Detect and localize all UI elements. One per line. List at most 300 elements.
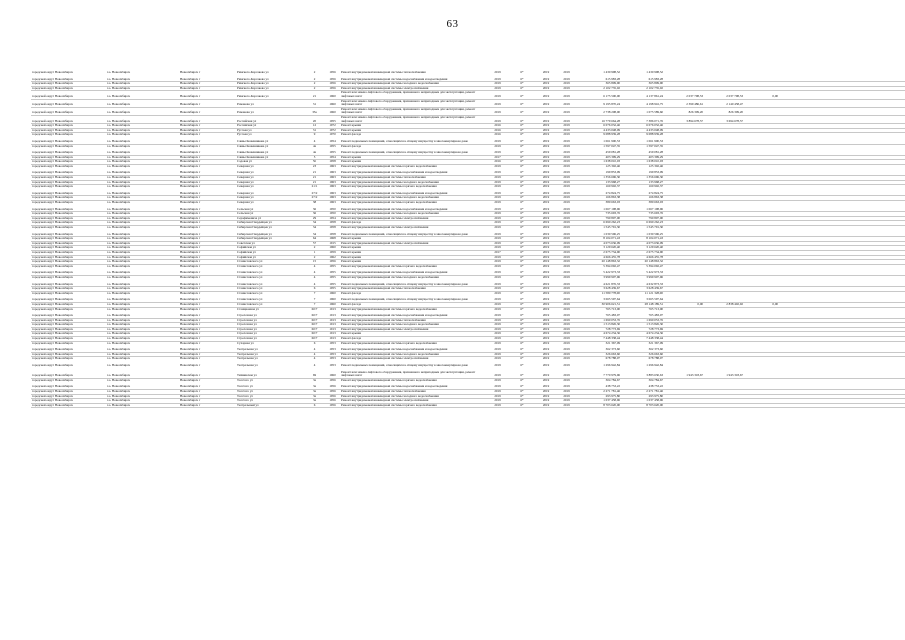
street-cell: Толстого ул xyxy=(236,390,304,395)
fund-cost-cell: 1 690 053,76 xyxy=(621,318,664,323)
municipality-cell: городской округ Новосибирск xyxy=(31,107,106,115)
local-cost-cell: 826 309,20 xyxy=(704,107,744,115)
house-number-cell: 4а xyxy=(312,144,316,148)
street-cell: Стрелочная ул xyxy=(236,314,304,318)
locality-cell: Новосибирск г xyxy=(180,341,201,345)
end-year-cell: 2019 xyxy=(555,82,578,87)
code-cell: 6* xyxy=(507,82,537,87)
start-year-cell: 2019 xyxy=(537,107,555,115)
house-number-cell: 38 xyxy=(312,200,317,205)
code-cell: 6* xyxy=(507,221,537,226)
start-year-cell: 2019 xyxy=(537,332,555,337)
work-type-cell: Ремонт внутридомовой инженерной системы горячего водоснабжения xyxy=(340,403,488,408)
build-year-cell: 1913 xyxy=(325,323,340,328)
work-type-cell: Ремонт внутридомовой инженерной системы электроснабжения xyxy=(340,327,488,332)
street-cell: Серафимовича ул xyxy=(236,216,304,221)
fund-cost-cell: 678 788,07 xyxy=(648,356,663,361)
work-type-cell: Ремонт внутридомовой инженерной системы электроснабжения xyxy=(340,241,488,246)
street-cell: Северная ул xyxy=(236,171,304,175)
work-type-cell: Ремонт крыши xyxy=(340,246,488,251)
work-type-cell: Ремонт внутридомовой инженерной системы холодного водоснабжения xyxy=(340,196,488,201)
build-year-cell: 1913 xyxy=(325,332,340,337)
municipality-cell: городской округ Новосибирск xyxy=(31,327,106,332)
locality-cell: Новосибирск г xyxy=(179,107,236,115)
end-year-cell: 2019 xyxy=(555,287,578,292)
build-year-cell: 1956 xyxy=(325,78,340,82)
house-number-cell: 2 xyxy=(304,78,325,82)
work-type-cell: Ремонт подвальных помещений, относящихся к общему имуществу в многоквартирном доме xyxy=(340,140,488,144)
municipality-cell: городской округ Новосибирск xyxy=(31,196,106,201)
house-number-cell: 5б xyxy=(304,160,325,165)
build-year-cell: 1956 xyxy=(325,260,340,265)
total-cost-cell: 326 663,60 xyxy=(578,352,621,357)
fund-cost-cell: 9 088 939,28 xyxy=(646,132,663,137)
fund-cost-cell: 1 061 900,53 xyxy=(621,140,664,144)
total-cost-cell: 199 853,09 xyxy=(578,171,621,175)
plan-year-cell: 2016 xyxy=(488,124,507,129)
build-year-cell: 1960 xyxy=(325,99,340,107)
house-number-cell: 34 xyxy=(304,221,325,226)
city-district-cell: г.о. Новосибирск xyxy=(107,200,130,205)
work-type-cell: Ремонт внутридомовой инженерной системы теплоснабжения xyxy=(340,176,488,181)
end-year-cell: 2019 xyxy=(555,160,578,165)
table-row xyxy=(31,115,905,123)
work-type-cell: Ремонт внутридомовой инженерной системы холодного водоснабжения xyxy=(340,212,488,217)
plan-year-cell: 2019 xyxy=(488,271,507,275)
city-district-cell: г.о. Новосибирск xyxy=(106,348,179,352)
locality-cell: Новосибирск г xyxy=(179,250,236,255)
total-cost-cell: 9 088 939,28 xyxy=(603,132,620,137)
total-cost-cell: 365 809,90 xyxy=(578,82,621,87)
municipality-cell: городской округ Новосибирск xyxy=(31,128,106,133)
street-cell: Романова ул xyxy=(236,107,304,115)
fund-cost-cell: 160 902,37 xyxy=(648,184,663,189)
work-type-cell: Ремонт внутридомовой инженерной системы холодного водоснабжения xyxy=(340,323,488,328)
municipality-cell: городской округ Новосибирск xyxy=(32,71,73,74)
work-type-cell: Ремонт внутридомовой инженерной системы холодного водоснабжения xyxy=(340,82,488,87)
local-cost-cell: 1 943 318,67 xyxy=(704,371,744,379)
municipality-cell: городской округ Новосибирск xyxy=(32,275,73,279)
fund-cost-cell: 790 807,00 xyxy=(621,216,664,221)
start-year-cell: 2019 xyxy=(537,151,555,155)
work-type-cell: Ремонт подвальных помещений, относящихся к общему имуществу в многоквартирном доме xyxy=(340,151,488,155)
street-cell: Станиславского ул xyxy=(236,283,304,287)
start-year-cell: 2019 xyxy=(542,356,550,361)
locality-cell: Новосибирск г xyxy=(180,275,201,279)
city-district-cell: г.о. Новосибирск xyxy=(106,86,179,91)
owner-cost-cell: 0,00 xyxy=(744,302,779,307)
house-number-cell: 27/2 xyxy=(304,192,325,196)
fund-cost-cell: 765 713,00 xyxy=(648,307,663,311)
municipality-cell: городской округ Новосибирск xyxy=(31,176,106,181)
fund-cost-cell: 3 628 439,67 xyxy=(621,287,664,292)
end-year-cell: 2019 xyxy=(555,352,578,357)
build-year-cell: 1954 xyxy=(325,140,340,144)
build-year-cell: 1960 xyxy=(325,298,340,302)
street-cell: Саввы Кожевникова ул xyxy=(236,155,304,160)
locality-cell: Новосибирск г xyxy=(179,82,236,87)
start-year-cell: 2019 xyxy=(537,180,555,185)
city-district-cell: г.о. Новосибирск xyxy=(106,302,179,307)
build-year-cell: 1972 xyxy=(325,128,340,133)
house-number-cell: 3а xyxy=(304,385,325,389)
fund-cost-cell: 8 703 620,00 xyxy=(621,403,664,408)
build-year-cell: 1953 xyxy=(329,356,336,361)
plan-year-cell: 2019 xyxy=(488,255,507,260)
locality-cell: Новосибирск г xyxy=(179,196,236,201)
build-year-cell: 1956 xyxy=(325,403,340,408)
build-year-cell: 1960 xyxy=(325,371,340,379)
house-number-cell: 6 xyxy=(304,403,325,408)
fund-cost-cell: 7 386 071,76 xyxy=(621,115,664,123)
city-district-cell: г.о. Новосибирск xyxy=(107,71,130,74)
work-type-cell: Ремонт внутридомовой инженерной системы теплоснабжения xyxy=(340,287,488,292)
work-type-cell: Ремонт внутридомовой инженерной системы водоснабжения и водоотведения xyxy=(340,171,488,175)
total-cost-cell: 4 621 876,33 xyxy=(578,283,621,287)
start-year-cell: 2019 xyxy=(537,403,555,408)
start-year-cell: 2019 xyxy=(542,200,550,205)
locality-cell: Новосибирск г xyxy=(179,78,236,82)
plan-year-cell: 2019 xyxy=(488,241,507,246)
total-cost-cell: 20 148 863,32 xyxy=(578,260,621,265)
build-year-cell: 1959 xyxy=(325,250,340,255)
start-year-cell: 2019 xyxy=(542,264,550,268)
street-cell: Российская ул xyxy=(236,115,304,123)
work-type-cell: Ремонт внутридомовой инженерной системы горячего водоснабжения xyxy=(341,341,437,345)
house-number-cell: 2 xyxy=(304,86,325,91)
end-year-cell: 2019 xyxy=(555,271,578,275)
work-type-cell: Ремонт подвальных помещений, относящихся к общему имуществу в многоквартирном доме xyxy=(340,233,488,237)
build-year-cell: 1956 xyxy=(325,390,340,395)
house-number-cell: 21 xyxy=(304,176,325,181)
code-cell: 6* xyxy=(507,323,537,328)
work-type-cell: Ремонт внутридомовой инженерной системы холодного водоснабжения xyxy=(340,180,488,185)
street-cell: Софийская ул xyxy=(236,246,304,251)
city-district-cell: г.о. Новосибирск xyxy=(106,212,179,217)
municipality-cell: городской округ Новосибирск xyxy=(31,302,106,307)
end-year-cell: 2019 xyxy=(555,86,578,91)
code-cell: 6* xyxy=(507,124,537,129)
house-number-cell: 31 xyxy=(304,128,325,133)
code-cell: 6* xyxy=(507,283,537,287)
plan-year-cell: 2019 xyxy=(488,337,507,342)
total-cost-cell: 8 703 620,00 xyxy=(578,403,621,408)
code-cell: 6* xyxy=(507,107,537,115)
house-number-cell: 60/7 xyxy=(304,327,325,332)
code-cell: 6* xyxy=(507,216,537,221)
municipality-cell: городской округ Новосибирск xyxy=(32,341,73,345)
plan-year-cell: 2019 xyxy=(488,216,507,221)
page-number: 63 xyxy=(446,18,459,30)
build-year-cell: 1968 xyxy=(325,237,340,242)
build-year-cell: 1963 xyxy=(325,171,340,175)
plan-year-cell: 2017 xyxy=(488,250,507,255)
locality-cell: Новосибирск г xyxy=(179,246,236,251)
fund-cost-cell: 3 065 597,64 xyxy=(621,298,664,302)
work-type-cell: Ремонт внутридомовой инженерной системы горячего водоснабжения xyxy=(341,184,437,189)
house-number-cell: 31 xyxy=(304,99,325,107)
work-type-cell: Ремонт внутридомовой инженерной системы горячего водоснабжения xyxy=(341,264,437,268)
street-cell: Сибирская Гвардейцев ул xyxy=(236,237,304,242)
plan-year-cell: 2019 xyxy=(488,283,507,287)
code-cell: 6* xyxy=(507,318,537,323)
code-cell: 6* xyxy=(507,128,537,133)
plan-year-cell: 2019 xyxy=(494,71,501,74)
fund-cost-cell: 1 513 826,30 xyxy=(621,323,664,328)
locality-cell: Новосибирск г xyxy=(179,318,236,323)
city-district-cell: г.о. Новосибирск xyxy=(106,180,179,185)
code-cell: 6* xyxy=(520,264,524,268)
total-cost-cell: 1 513 826,30 xyxy=(578,323,621,328)
end-year-cell: 2019 xyxy=(555,128,578,133)
build-year-cell: 1955 xyxy=(325,151,340,155)
work-type-cell: Ремонт фасада xyxy=(341,144,362,148)
total-cost-cell: 1 597 047,35 xyxy=(603,144,620,148)
municipality-cell: городской округ Новосибирск xyxy=(31,233,106,237)
street-cell: Русская ул xyxy=(237,132,252,137)
municipality-cell: городской округ Новосибирск xyxy=(32,291,73,295)
plan-year-cell: 2019 xyxy=(488,352,507,357)
locality-cell: Новосибирск г xyxy=(179,260,236,265)
street-cell: Римского-Корсакова ул xyxy=(236,82,304,87)
end-year-cell: 2019 xyxy=(555,255,578,260)
end-year-cell: 2019 xyxy=(555,140,578,144)
municipality-cell: городской округ Новосибирск xyxy=(32,144,73,148)
city-district-cell: г.о. Новосибирск xyxy=(106,241,179,246)
municipality-cell: городской округ Новосибирск xyxy=(31,208,106,212)
build-year-cell: 1955 xyxy=(329,264,336,268)
budget-cost-cell xyxy=(664,403,704,408)
house-number-cell: 4 xyxy=(313,264,316,268)
city-district-cell: г.о. Новосибирск xyxy=(107,225,130,229)
fund-cost-cell: 4 674 234,36 xyxy=(621,332,664,337)
end-year-cell: 2019 xyxy=(555,237,578,242)
street-cell: Станиславского ул xyxy=(236,302,304,307)
start-year-cell: 2019 xyxy=(542,341,550,345)
street-cell: Софийская ул xyxy=(236,250,304,255)
locality-cell: Новосибирск г xyxy=(179,237,236,242)
start-year-cell: 2019 xyxy=(537,348,555,352)
end-year-cell: 2019 xyxy=(555,155,578,160)
city-district-cell: г.о. Новосибирск xyxy=(106,385,179,389)
locality-cell: Новосибирск г xyxy=(179,212,236,217)
work-type-cell: Ремонт внутридомовой инженерной системы электроснабжения xyxy=(341,356,429,361)
end-year-cell: 2019 xyxy=(563,132,570,137)
build-year-cell: 1955 xyxy=(325,287,340,292)
street-cell: Станиславского ул xyxy=(237,291,263,295)
locality-cell: Новосибирск г xyxy=(179,337,236,342)
locality-cell: Новосибирск г xyxy=(180,364,201,368)
city-district-cell: г.о. Новосибирск xyxy=(106,250,179,255)
locality-cell: Новосибирск г xyxy=(179,348,236,352)
start-year-cell: 2019 xyxy=(537,124,555,129)
city-district-cell: г.о. Новосибирск xyxy=(106,318,179,323)
start-year-cell: 2019 xyxy=(537,160,555,165)
build-year-cell: 1963 xyxy=(329,200,336,205)
plan-year-cell: 2019 xyxy=(488,221,507,226)
start-year-cell: 2019 xyxy=(542,132,550,137)
total-cost-cell: 274 824,75 xyxy=(578,192,621,196)
end-year-cell: 2019 xyxy=(555,260,578,265)
city-district-cell: г.о. Новосибирск xyxy=(106,314,179,318)
house-number-cell: 7 xyxy=(304,302,325,307)
house-number-cell: 21/1 xyxy=(311,184,318,189)
total-cost-cell: 125 302,46 xyxy=(605,164,620,168)
fund-cost-cell: 6 690 262,23 xyxy=(621,221,664,226)
street-cell: Театральная ул xyxy=(237,364,258,368)
house-number-cell: 34 xyxy=(304,233,325,237)
work-type-cell: Ремонт крыши xyxy=(340,160,488,165)
fund-cost-cell: 6 076 032,46 xyxy=(621,124,664,129)
start-year-cell: 2019 xyxy=(542,164,550,168)
start-year-cell: 2019 xyxy=(537,327,555,332)
house-number-cell: 23 xyxy=(312,164,317,168)
house-number-cell: 9 xyxy=(313,132,316,137)
street-cell: Римского-Корсакова ул xyxy=(236,86,304,91)
city-district-cell: г.о. Новосибирск xyxy=(106,128,179,133)
build-year-cell: 1958 xyxy=(325,160,340,165)
municipality-cell: городской округ Новосибирск xyxy=(31,271,106,275)
street-cell: Сибирская Гвардейцев ул xyxy=(236,221,304,226)
fund-cost-cell: 365 809,90 xyxy=(621,82,664,87)
code-cell: 6* xyxy=(507,91,537,99)
fund-cost-cell: 326 663,60 xyxy=(621,352,664,357)
house-number-cell: 4 xyxy=(304,271,325,275)
work-type-cell: Ремонт внутридомовой инженерной системы горячего водоснабжения xyxy=(341,307,437,311)
municipality-cell: городской округ Новосибирск xyxy=(32,132,73,137)
house-number-cell: 4 xyxy=(304,352,325,357)
plan-year-cell: 2019 xyxy=(488,78,507,82)
fund-cost-cell: 133 968,27 xyxy=(621,180,664,185)
total-cost-cell: 728 773,69 xyxy=(578,327,621,332)
code-cell: 6* xyxy=(507,385,537,389)
total-cost-cell: 380 663,03 xyxy=(605,200,620,205)
total-cost-cell: 735 693,76 xyxy=(578,212,621,217)
register-body xyxy=(31,71,905,408)
house-number-cell: 36 xyxy=(304,212,325,217)
fund-cost-cell: 7 448 338,44 xyxy=(621,337,664,342)
municipality-cell: городской округ Новосибирск xyxy=(31,314,106,318)
fund-cost-cell: 459 081,28 xyxy=(621,151,664,155)
code-cell: 6* xyxy=(507,155,537,160)
total-cost-cell: 1 638 010,03 xyxy=(578,160,621,165)
work-type-cell: Ремонт или замена лифтового оборудования, признанного непригодным для эксплуатации, ремонт лифтовых шахт xyxy=(340,107,488,115)
municipality-cell: городской округ Новосибирск xyxy=(31,385,106,389)
municipality-cell: городской округ Новосибирск xyxy=(31,348,106,352)
municipality-cell: городской округ Новосибирск xyxy=(31,394,106,399)
locality-cell: Новосибирск г xyxy=(179,390,236,395)
total-cost-cell: 2 675 734,90 xyxy=(578,250,621,255)
build-year-cell: 1960 xyxy=(325,107,340,115)
plan-year-cell: 2019 xyxy=(488,91,507,99)
municipality-cell: городской округ Новосибирск xyxy=(31,115,106,123)
work-type-cell: Ремонт внутридомовой инженерной системы электроснабжения xyxy=(340,399,488,404)
total-cost-cell: 3 628 439,67 xyxy=(578,287,621,292)
fund-cost-cell: 3 883 630,63 xyxy=(621,371,664,379)
end-year-cell: 2019 xyxy=(555,246,578,251)
street-cell: Станиславского ул xyxy=(237,264,263,268)
end-year-cell: 2019 xyxy=(555,298,578,302)
street-cell: Театральный ул xyxy=(236,403,304,408)
code-cell: 6* xyxy=(520,225,524,229)
house-number-cell: 2 xyxy=(313,71,316,74)
start-year-cell: 2019 xyxy=(537,352,555,357)
owner-cost-cell xyxy=(744,403,779,408)
city-district-cell: г.о. Новосибирск xyxy=(106,287,179,292)
city-district-cell: г.о. Новосибирск xyxy=(106,237,179,242)
start-year-cell: 2019 xyxy=(537,221,555,226)
locality-cell: Новосибирск г xyxy=(179,208,236,212)
total-cost-cell: 160 902,37 xyxy=(605,184,620,189)
house-number-cell: 27/2 xyxy=(304,196,325,201)
start-year-cell: 2019 xyxy=(542,71,550,74)
municipality-cell: городской округ Новосибирск xyxy=(31,241,106,246)
plan-year-cell: 2017 xyxy=(488,155,507,160)
code-cell: 6* xyxy=(507,151,537,155)
plan-year-cell: 2019 xyxy=(488,196,507,201)
house-number-cell: 69 xyxy=(304,371,325,379)
start-year-cell: 2019 xyxy=(537,192,555,196)
fund-cost-cell: 1 638 010,03 xyxy=(621,160,664,165)
house-number-cell: 21 xyxy=(304,91,325,99)
start-year-cell: 2019 xyxy=(537,260,555,265)
total-cost-cell: 1 067 198,96 xyxy=(578,208,621,212)
build-year-cell: 1955 xyxy=(329,275,336,279)
city-district-cell: г.о. Новосибирск xyxy=(107,378,130,382)
total-cost-cell: 5 422 973,33 xyxy=(578,271,621,275)
code-cell: 6* xyxy=(507,399,537,404)
total-cost-cell: 765 713,00 xyxy=(605,307,620,311)
build-year-cell: 1960 xyxy=(325,302,340,307)
plan-year-cell: 2019 xyxy=(488,385,507,389)
plan-year-cell: 2019 xyxy=(488,348,507,352)
budget-cost-cell: 826 309,20 xyxy=(664,107,704,115)
street-cell: Толстого ул xyxy=(236,394,304,399)
fund-cost-cell: 728 773,69 xyxy=(621,327,664,332)
locality-cell: Новосибирск г xyxy=(179,287,236,292)
end-year-cell: 2019 xyxy=(555,216,578,221)
total-cost-cell: 4 674 234,36 xyxy=(578,332,621,337)
locality-cell: Новосибирск г xyxy=(180,184,201,189)
work-type-cell: Ремонт внутридомовой инженерной системы водоснабжения и водоотведения xyxy=(340,208,488,212)
budget-cost-cell: 2 399 486,61 xyxy=(664,99,704,107)
code-cell: 6* xyxy=(507,160,537,165)
build-year-cell: 1960 xyxy=(325,246,340,251)
city-district-cell: г.о. Новосибирск xyxy=(106,216,179,221)
fund-cost-cell: 293 975,80 xyxy=(621,394,664,399)
plan-year-cell: 2019 xyxy=(488,302,507,307)
house-number-cell: 20 xyxy=(304,115,325,123)
plan-year-cell: 2019 xyxy=(494,200,501,205)
total-cost-cell: 5 394 092,47 xyxy=(603,264,620,268)
end-year-cell: 2019 xyxy=(563,275,570,279)
street-cell: Станиславского ул xyxy=(237,275,263,279)
plan-year-cell: 2019 xyxy=(488,332,507,337)
work-type-cell: Ремонт внутридомовой инженерной системы теплоснабжения xyxy=(341,71,426,74)
total-cost-cell: 362 373,60 xyxy=(578,348,621,352)
work-type-cell: Ремонт внутридомовой инженерной системы электроснабжения xyxy=(340,216,488,221)
street-cell: Романова ул xyxy=(236,99,304,107)
municipality-cell: городской округ Новосибирск xyxy=(32,264,73,268)
start-year-cell: 2019 xyxy=(537,82,555,87)
start-year-cell: 2019 xyxy=(537,246,555,251)
fund-cost-cell: 4 632 873,33 xyxy=(621,283,664,287)
city-district-cell: г.о. Новосибирск xyxy=(107,144,130,148)
fund-cost-cell: 3 999 907,96 xyxy=(646,275,663,279)
code-cell: 6* xyxy=(507,390,537,395)
house-number-cell: 60/7 xyxy=(304,337,325,342)
end-year-cell: 2019 xyxy=(563,307,570,311)
